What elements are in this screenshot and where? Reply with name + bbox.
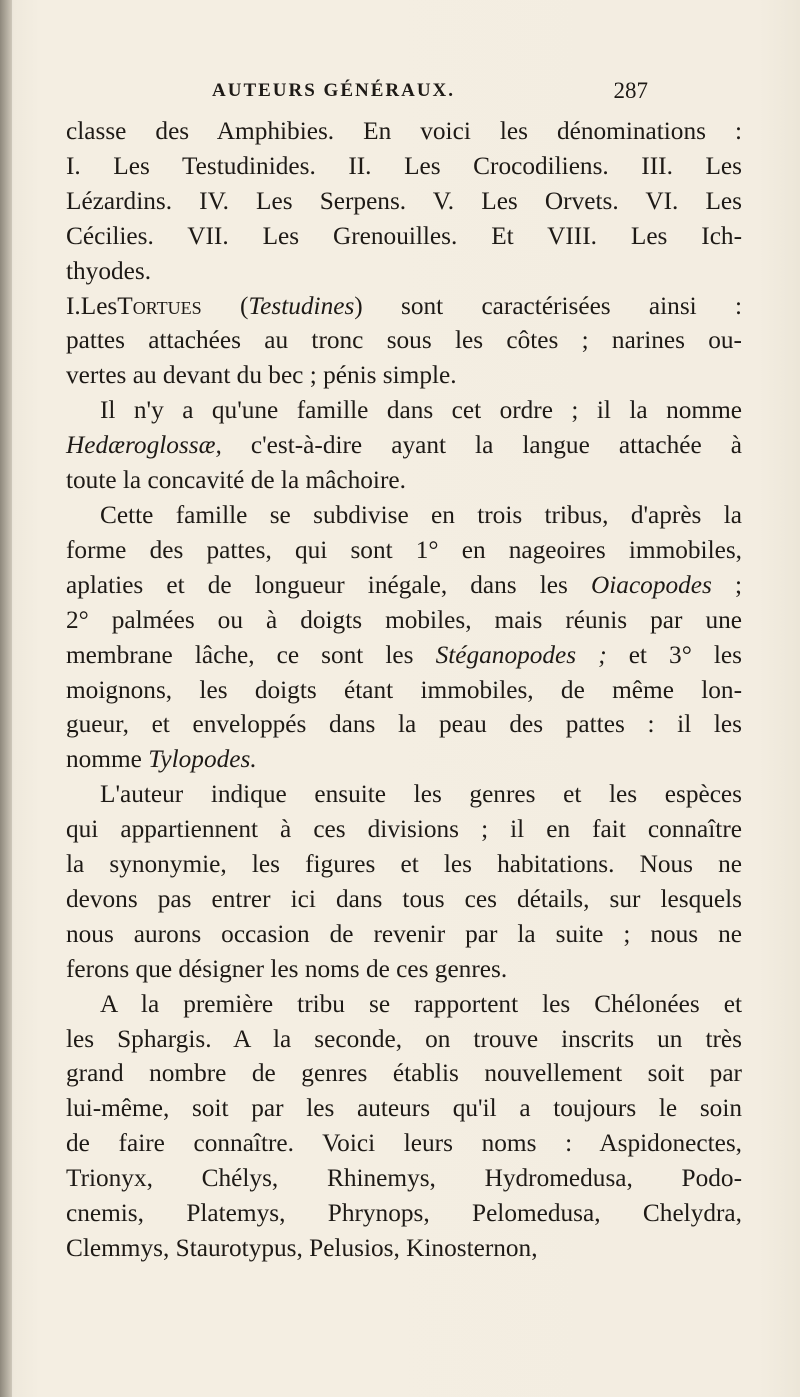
text-line: Hedæroglossæ, c'est-à-dire ayant la langue attachée à: [66, 431, 742, 460]
order-name: Tortues: [117, 291, 202, 320]
text-line: moignons, les doigts étant immobiles, de même lon-: [66, 675, 742, 704]
running-title: AUTEURS GÉNÉRAUX.: [212, 80, 456, 101]
text-line: Il n'y a qu'une famille dans cet ordre ; il la nomme: [100, 396, 742, 425]
text-line: Trionyx, Chélys, Rhinemys, Hydromedusa, Podo-: [66, 1164, 742, 1193]
tribe-name: Oiacopodes: [591, 570, 712, 599]
text-line: de faire connaître. Voici leurs noms : Aspidonectes,: [66, 1129, 742, 1158]
text-line: ferons que désigner les noms de ces genres.: [66, 954, 508, 983]
text-line: classe des Amphibies. En voici les dénominations :: [66, 117, 742, 145]
text-line: devons pas entrer ici dans tous ces détails, sur lesquels: [66, 884, 742, 913]
text-line: grand nombre de genres établis nouvellement soit par: [66, 1059, 742, 1088]
tribe-name: Stéganopodes ;: [435, 640, 607, 669]
text-line: 2° palmées ou à doigts mobiles, mais réunis par une: [66, 605, 742, 634]
text-line: A la première tribu se rapportent les Chélonées et: [100, 989, 742, 1018]
latin-name: Hedæroglossæ,: [66, 431, 222, 460]
text-line: membrane lâche, ce sont les Stéganopodes ; et 3° les: [66, 640, 742, 669]
page-number: 287: [613, 78, 648, 103]
text-line: vertes au devant du bec ; pénis simple.: [66, 361, 457, 390]
page-gutter: [0, 0, 12, 1397]
text-line: Clemmys, Staurotypus, Pelusios, Kinosternon,: [66, 1234, 538, 1262]
text-line: les Sphargis. A la seconde, on trouve inscrits un très: [66, 1024, 742, 1053]
body-text: [66, 114, 742, 1266]
text-line: Lézardins. IV. Les Serpens. V. Les Orvets. VI. Les: [66, 186, 742, 215]
text-line: Cette famille se subdivise en trois tribus, d'après la: [100, 500, 742, 529]
text-line: Cécilies. VII. Les Grenouilles. Et VIII. Les Ich-: [66, 221, 742, 250]
text-line: lui-même, soit par les auteurs qu'il a toujours le soin: [66, 1094, 742, 1123]
text-line: toute la concavité de la mâchoire.: [66, 466, 406, 495]
text-line: I. Les Testudinides. II. Les Crocodiliens. III. Les: [66, 151, 742, 180]
text-line: aplaties et de longueur inégale, dans les Oiacopodes ;: [66, 570, 742, 599]
text-line: la synonymie, les figures et les habitations. Nous ne: [66, 850, 742, 879]
text-line: I.LesTortues (Testudines) sont caractérisées ainsi :: [66, 291, 743, 320]
text-line: qui appartiennent à ces divisions ; il en fait connaître: [66, 815, 742, 844]
text-line: nomme Tylopodes.: [66, 745, 257, 774]
text-line: L'auteur indique ensuite les genres et les espèces: [100, 780, 742, 809]
text-line: cnemis, Platemys, Phrynops, Pelomedusa, Chelydra,: [66, 1199, 742, 1228]
tribe-name: Tylopodes.: [148, 745, 257, 774]
latin-name: Testudines: [248, 291, 355, 320]
text-line: gueur, et enveloppés dans la peau des pattes : il les: [66, 710, 742, 739]
page-header: [212, 78, 648, 108]
text-line: forme des pattes, qui sont 1° en nageoires immobiles,: [66, 535, 742, 564]
text-line: nous aurons occasion de revenir par la suite ; nous ne: [66, 919, 742, 948]
text-line: pattes attachées au tronc sous les côtes ; narines ou-: [66, 326, 742, 355]
text-line: thyodes.: [66, 256, 152, 285]
